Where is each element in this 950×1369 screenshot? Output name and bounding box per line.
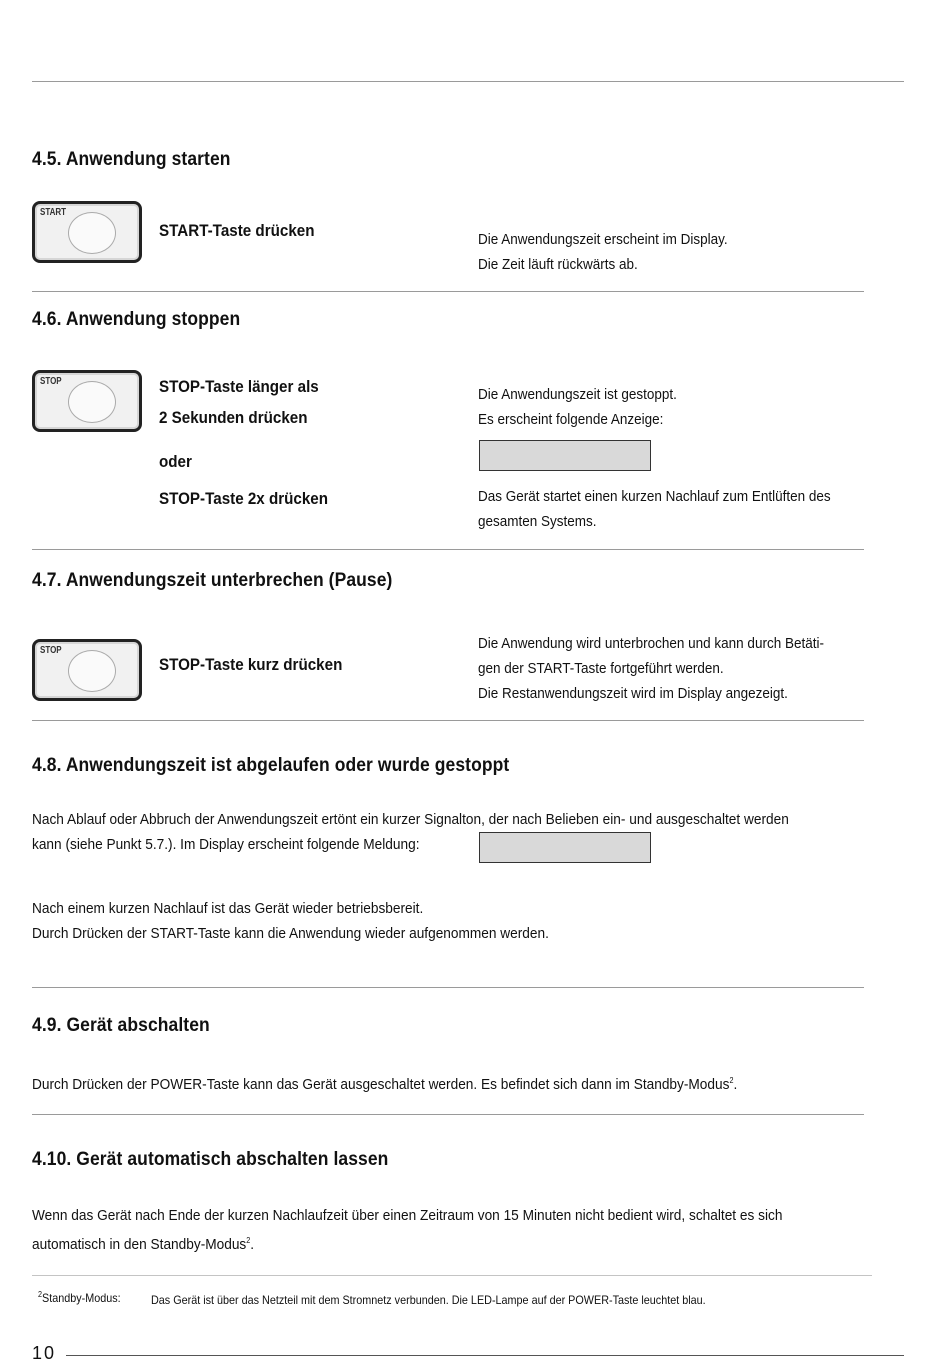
start-button-illustration bbox=[32, 201, 142, 263]
stop-button-illustration bbox=[32, 639, 142, 701]
stop-label-2: 2 Sekunden drücken bbox=[159, 409, 308, 427]
stop-desc-1: Die Anwendungszeit ist gestoppt. bbox=[478, 386, 677, 403]
start-desc-1: Die Anwendungszeit erscheint im Display. bbox=[478, 231, 728, 248]
top-rule bbox=[32, 81, 904, 82]
pause-desc-2: gen der START-Taste fortgeführt werden. bbox=[478, 660, 724, 677]
expired-text-2: kann (siehe Punkt 5.7.). Im Display erscheint folgende Meldung: bbox=[32, 836, 420, 853]
auto-off-text-2 bbox=[32, 1228, 254, 1257]
footnote-ref: 2 bbox=[246, 1236, 251, 1245]
button-circle bbox=[68, 650, 116, 692]
start-desc-2: Die Zeit läuft rückwärts ab. bbox=[478, 256, 638, 273]
footnote-rule bbox=[32, 1275, 872, 1276]
ready-text-1: Nach einem kurzen Nachlauf ist das Gerät wieder betriebsbereit. bbox=[32, 900, 424, 917]
divider bbox=[32, 1114, 864, 1115]
section-title-4-6: 4.6. Anwendung stoppen bbox=[32, 309, 241, 330]
display-indicator bbox=[479, 832, 651, 863]
stop-label-3: STOP-Taste 2x drücken bbox=[159, 490, 329, 508]
stop-desc-3: Das Gerät startet einen kurzen Nachlauf zum Entlüften des bbox=[478, 488, 831, 505]
stop-label-1: STOP-Taste länger als bbox=[159, 378, 319, 396]
auto-off-text-1: Wenn das Gerät nach Ende der kurzen Nachlaufzeit über einen Zeitraum von 15 Minuten nicht bedient wird, schaltet es sich bbox=[32, 1207, 783, 1224]
period: . bbox=[733, 1076, 738, 1094]
stop-button-text: STOP bbox=[40, 645, 62, 656]
divider bbox=[32, 549, 864, 550]
stop-button-text: STOP bbox=[40, 376, 62, 387]
divider bbox=[32, 291, 864, 292]
pause-label: STOP-Taste kurz drücken bbox=[159, 656, 343, 674]
section-title-4-5: 4.5. Anwendung starten bbox=[32, 149, 231, 170]
display-indicator bbox=[479, 440, 651, 471]
auto-off-sentence-end: automatisch in den Standby-Modus bbox=[32, 1236, 247, 1254]
stop-desc-2: Es erscheint folgende Anzeige: bbox=[478, 411, 664, 428]
pause-desc-1: Die Anwendung wird unterbrochen und kann durch Betäti- bbox=[478, 635, 824, 652]
footnote-mark: 2 bbox=[38, 1290, 43, 1299]
power-off-text bbox=[32, 1068, 737, 1097]
power-off-sentence: Durch Drücken der POWER-Taste kann das Gerät ausgeschaltet werden. Es befindet sich dann im Standby-Modus bbox=[32, 1076, 730, 1094]
footnote-ref: 2 bbox=[729, 1076, 734, 1085]
stop-button-illustration bbox=[32, 370, 142, 432]
section-title-4-8: 4.8. Anwendungszeit ist abgelaufen oder wurde gestoppt bbox=[32, 755, 510, 776]
section-title-4-7: 4.7. Anwendungszeit unterbrechen (Pause) bbox=[32, 570, 393, 591]
stop-desc-4: gesamten Systems. bbox=[478, 513, 597, 530]
expired-text-1: Nach Ablauf oder Abbruch der Anwendungszeit ertönt ein kurzer Signalton, der nach Belieben ein- und ausgeschaltet werden bbox=[32, 811, 789, 828]
footnote-term-text: Standby-Modus: bbox=[42, 1291, 121, 1305]
period: . bbox=[250, 1236, 255, 1254]
bottom-rule bbox=[66, 1355, 904, 1356]
start-label: START-Taste drücken bbox=[159, 222, 315, 240]
page-number: 10 bbox=[32, 1343, 57, 1363]
oder-label: oder bbox=[159, 453, 192, 471]
start-button-text: START bbox=[40, 207, 67, 218]
ready-text-2: Durch Drücken der START-Taste kann die Anwendung wieder aufgenommen werden. bbox=[32, 925, 549, 942]
divider bbox=[32, 987, 864, 988]
section-title-4-10: 4.10. Gerät automatisch abschalten lassen bbox=[32, 1149, 389, 1170]
footnote-text: Das Gerät ist über das Netzteil mit dem Stromnetz verbunden. Die LED-Lampe auf der POWER-Taste leuchtet blau. bbox=[151, 1293, 706, 1307]
pause-desc-3: Die Restanwendungszeit wird im Display angezeigt. bbox=[478, 685, 788, 702]
button-circle bbox=[68, 381, 116, 423]
footnote-term bbox=[38, 1290, 121, 1305]
button-circle bbox=[68, 212, 116, 254]
divider bbox=[32, 720, 864, 721]
section-title-4-9: 4.9. Gerät abschalten bbox=[32, 1015, 210, 1036]
